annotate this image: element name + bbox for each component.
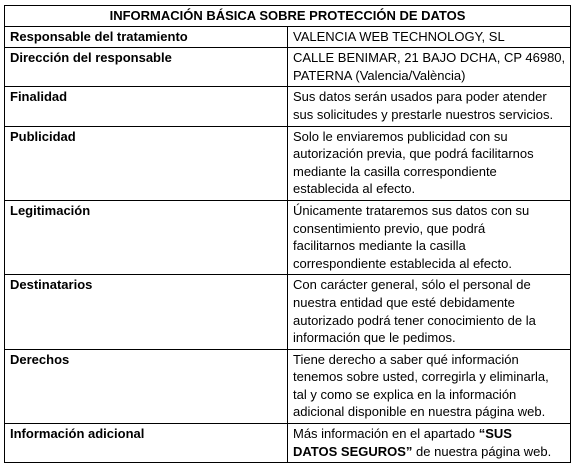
value-line: PATERNA (Valencia/València) [293,67,466,83]
sus-datos-seguros-link-part1: “SUS [478,426,512,442]
row-publicidad [5,126,571,200]
value-line: CALLE BENIMAR, 21 BAJO DCHA, CP 46980, [293,50,566,66]
table-title: INFORMACIÓN BÁSICA SOBRE PROTECCIÓN DE DATOS [5,6,571,27]
row-informacion-adicional [5,424,571,463]
value-line: mediante la casilla correspondiente [293,163,497,179]
value-publicidad [288,126,571,200]
value-responsable [288,26,571,48]
label-informacion-adicional: Información adicional [5,424,288,463]
value-line: Sus datos serán usados para poder atender [293,89,547,105]
value-derechos [288,349,571,423]
value-line: información que le pedimos. [293,330,456,346]
label-publicidad: Publicidad [5,126,288,200]
value-line: Solo le enviaremos publicidad con su [293,128,508,144]
value-direccion [288,48,571,87]
label-destinatarios: Destinatarios [5,275,288,349]
row-destinatarios [5,275,571,349]
value-line: tenemos sobre usted, corregirla y eliminarla, [293,369,549,385]
sus-datos-seguros-link-part2: DATOS SEGUROS” [293,443,413,459]
value-line: establecida al efecto. [293,181,416,197]
more-info-text: Más información en el apartado [293,426,479,442]
value-line: adicional disponible en nuestra página web. [293,404,546,420]
value-line: VALENCIA WEB TECHNOLOGY, SL [293,28,505,44]
value-line: nuestra entidad que esté debidamente [293,294,515,310]
row-direccion [5,48,571,87]
value-line: correspondiente establecida al efecto. [293,255,512,271]
value-line: autorizado podrá tener conocimiento de la [293,312,536,328]
label-legitimacion: Legitimación [5,200,288,274]
value-finalidad [288,87,571,126]
row-responsable [5,26,571,48]
label-derechos: Derechos [5,349,288,423]
value-line: Tiene derecho a saber qué información [293,351,519,367]
data-protection-document [4,5,570,463]
value-line: sus solicitudes y prestarle nuestros servicios. [293,106,554,122]
row-derechos [5,349,571,423]
value-legitimacion [288,200,571,274]
website-text: de nuestra página web. [412,443,552,459]
value-line [293,443,565,461]
value-line: consentimiento previo, que podrá [293,220,486,236]
row-finalidad [5,87,571,126]
value-line: autorización previa, que podrá facilitarnos [293,146,534,162]
table-title-row [5,6,571,27]
row-legitimacion [5,200,571,274]
value-line: tal y como se explica en la información [293,386,517,402]
value-informacion-adicional [288,424,571,463]
label-direccion: Dirección del responsable [5,48,288,87]
value-destinatarios [288,275,571,349]
label-responsable: Responsable del tratamiento [5,26,288,48]
data-protection-table [4,5,571,463]
value-line [293,425,565,443]
value-line: facilitarnos mediante la casilla [293,238,466,254]
value-line: Únicamente trataremos sus datos con su [293,202,530,218]
value-line: Con carácter general, sólo el personal de [293,277,531,293]
label-finalidad: Finalidad [5,87,288,126]
